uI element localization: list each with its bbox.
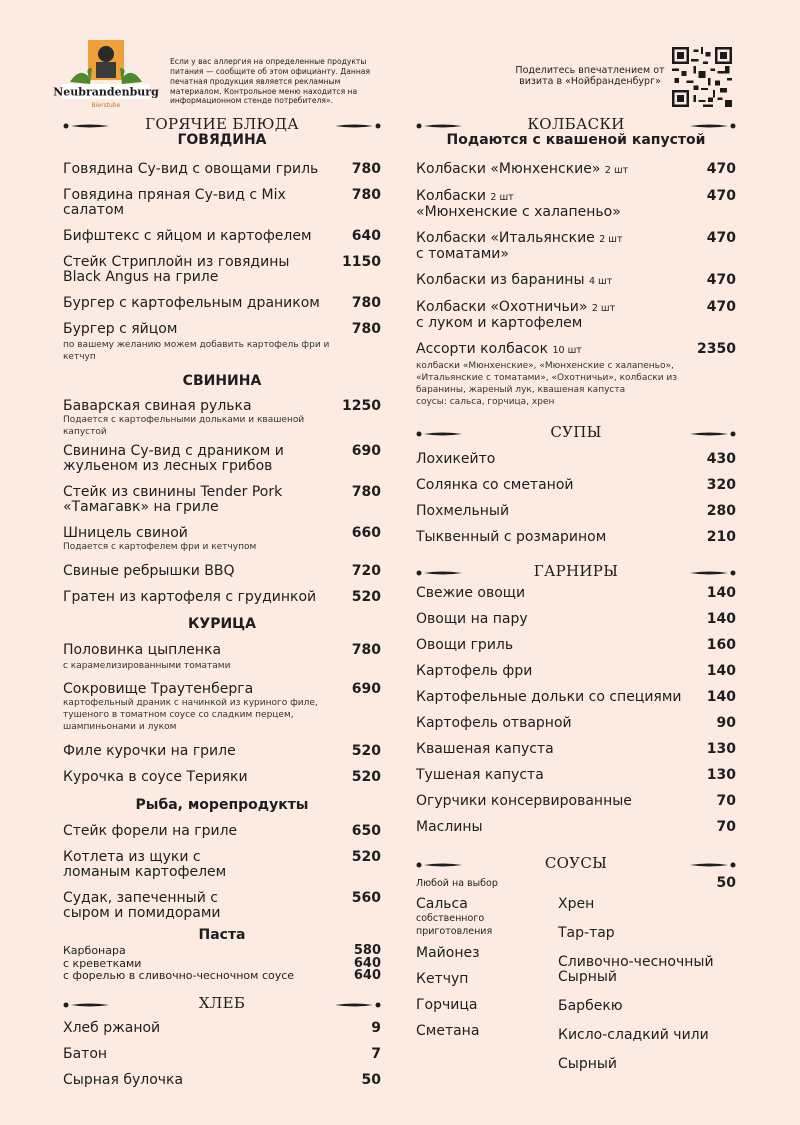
item-name: Гратен из картофеля с грудинкой bbox=[63, 589, 317, 605]
item-price: 520 bbox=[351, 743, 381, 759]
item-name: Тушеная капуста bbox=[416, 767, 544, 783]
menu-item bbox=[63, 744, 381, 759]
item-price: 140 bbox=[706, 611, 736, 627]
sauces-col-right bbox=[558, 897, 733, 1072]
section-title-bread: ХЛЕБ bbox=[198, 993, 246, 1012]
left-column bbox=[63, 112, 381, 1088]
item-price: 140 bbox=[706, 689, 736, 705]
menu-item bbox=[63, 590, 381, 605]
sauce-name: Майонез bbox=[416, 945, 480, 961]
item-name: Картофельные дольки со специями bbox=[416, 689, 682, 705]
ornament-right-icon bbox=[688, 431, 736, 437]
sausages-subtitle: Подаются с квашеной капустой bbox=[446, 132, 706, 148]
menu-item bbox=[416, 231, 736, 262]
item-price: 520 bbox=[351, 849, 381, 865]
sauce-item bbox=[416, 972, 558, 987]
item-qty: 2 шт bbox=[599, 234, 623, 245]
brand-logo bbox=[53, 38, 159, 110]
menu-item bbox=[63, 399, 381, 438]
item-name: Бургер с яйцом bbox=[63, 321, 178, 337]
item-name: Стейк Стриплойн из говядины Black Angus на гриле bbox=[63, 254, 290, 285]
subsection-fish: Рыба, морепродукты bbox=[135, 797, 309, 813]
item-name: Колбаски «Охотничьи» bbox=[416, 299, 588, 315]
item-name: Котлета из щуки с ломаным картофелем bbox=[63, 849, 227, 880]
item-name: Шницель свиной bbox=[63, 525, 188, 541]
menu-item bbox=[63, 682, 381, 733]
menu-item bbox=[63, 296, 381, 311]
subsection-pork: СВИНИНА bbox=[182, 373, 262, 389]
item-name: Баварская свиная рулька bbox=[63, 398, 252, 414]
sauce-item bbox=[558, 1028, 733, 1043]
menu-item bbox=[63, 945, 381, 958]
section-title-sides: ГАРНИРЫ bbox=[533, 562, 619, 580]
sauce-item bbox=[416, 897, 558, 938]
menu-item bbox=[63, 444, 381, 474]
subsection-chicken: КУРИЦА bbox=[187, 616, 257, 632]
item-name: Картофель отварной bbox=[416, 715, 572, 731]
item-name: Курочка в соусе Терияки bbox=[63, 769, 248, 785]
menu-item bbox=[416, 768, 736, 783]
menu-item bbox=[63, 162, 381, 177]
section-header-sausages bbox=[416, 112, 736, 136]
menu-item bbox=[63, 970, 381, 983]
menu-item bbox=[63, 850, 381, 880]
menu-item-price-row bbox=[63, 188, 381, 218]
menu-item bbox=[63, 891, 381, 921]
item-name: Овощи на пару bbox=[416, 611, 528, 627]
sauce-name: Горчица bbox=[416, 997, 478, 1013]
menu-item bbox=[63, 229, 381, 244]
item-qty: 2 шт bbox=[591, 303, 616, 314]
menu-item bbox=[416, 478, 736, 493]
item-name: Стейк форели на гриле bbox=[63, 823, 238, 839]
item-price: 320 bbox=[706, 477, 736, 493]
section-header-soups bbox=[416, 420, 736, 444]
item-qty: 2 шт bbox=[604, 165, 629, 176]
item-price: 780 bbox=[351, 295, 381, 311]
item-name-line2: «Мюнхенские с халапеньо» bbox=[416, 204, 621, 220]
menu-item bbox=[416, 342, 736, 408]
item-price: 1250 bbox=[342, 398, 381, 414]
item-price: 780 bbox=[351, 642, 381, 658]
item-name: Говядина пряная Су-вид с Mix салатом bbox=[63, 187, 286, 218]
right-column bbox=[416, 112, 736, 1072]
item-name: Тыквенный с розмарином bbox=[416, 529, 607, 545]
item-name: Говядина Су-вид с овощами гриль bbox=[63, 161, 319, 177]
section-title-sausages: КОЛБАСКИ bbox=[527, 115, 625, 133]
subsection-beef: ГОВЯДИНА bbox=[177, 132, 267, 148]
item-price: 430 bbox=[706, 451, 736, 467]
item-name: Огурчики консервированные bbox=[416, 793, 632, 809]
item-price: 650 bbox=[351, 823, 381, 839]
sauce-name: Сметана bbox=[416, 1023, 480, 1039]
logo-text: Neubrandenburg bbox=[53, 85, 159, 99]
menu-item bbox=[416, 690, 736, 705]
item-name: Половинка цыпленка bbox=[63, 642, 222, 658]
item-price: 690 bbox=[351, 681, 381, 697]
menu-item bbox=[63, 564, 381, 579]
menu-item bbox=[63, 322, 381, 363]
menu-item bbox=[63, 1073, 381, 1088]
item-name: Хлеб ржаной bbox=[63, 1019, 161, 1036]
item-name: Свинина Су-вид с драником и жульеном из лесных грибов bbox=[63, 443, 284, 474]
ornament-right-icon bbox=[688, 123, 736, 129]
menu-item bbox=[416, 162, 736, 178]
item-name: с креветками bbox=[63, 956, 142, 970]
menu-item bbox=[416, 586, 736, 601]
item-qty: 4 шт bbox=[588, 276, 613, 287]
menu-item bbox=[63, 643, 381, 672]
item-price: 780 bbox=[351, 321, 381, 337]
item-price: 90 bbox=[716, 715, 736, 731]
menu-item bbox=[63, 255, 381, 285]
item-price: 280 bbox=[706, 503, 736, 519]
item-name: Судак, запеченный с сыром и помидорами bbox=[63, 890, 221, 921]
item-name: Свежие овощи bbox=[416, 585, 526, 601]
item-price: 7 bbox=[371, 1045, 381, 1062]
menu-item bbox=[416, 716, 736, 731]
sauces-price: 50 bbox=[716, 875, 736, 891]
sauce-name: Кисло-сладкий чили bbox=[558, 1027, 709, 1043]
section-title-soups: СУПЫ bbox=[550, 423, 602, 441]
item-price: 140 bbox=[706, 663, 736, 679]
sauce-name: Сырный bbox=[558, 1056, 618, 1072]
section-header-hot bbox=[63, 112, 381, 136]
allergy-note: Если у вас аллергия на определенные продукты питания — сообщите об этом официанту. Данная печатная продукция является рекламным материалом. Контрольное меню находится на информационном стенде потребителя». bbox=[170, 57, 371, 106]
item-note: по вашему желанию можем добавить картофель фри и кетчуп bbox=[63, 340, 330, 362]
menu-item bbox=[416, 189, 736, 220]
menu-item bbox=[416, 638, 736, 653]
item-note: с карамелизированными томатами bbox=[63, 661, 231, 671]
item-note: колбаски «Мюнхенские», «Мюнхенские с халапеньо», «Итальянские с томатами», «Охотничьи», колбаски из баранины, жареный лук, квашеная капуста bbox=[416, 361, 678, 395]
item-price: 470 bbox=[706, 188, 736, 204]
item-name: Сырная булочка bbox=[63, 1071, 184, 1088]
menu-item bbox=[416, 612, 736, 627]
item-name: Стейк из свинины Tender Pork «Тамагавк» на гриле bbox=[63, 484, 283, 515]
sides-list bbox=[416, 586, 736, 835]
item-price: 160 bbox=[706, 637, 736, 653]
sauces-col-left bbox=[416, 897, 558, 1072]
item-price: 780 bbox=[351, 484, 381, 500]
item-name-line2: с луком и картофелем bbox=[416, 315, 583, 331]
item-price: 50 bbox=[361, 1071, 381, 1088]
item-price: 1150 bbox=[342, 254, 381, 270]
section-title-sauces: СОУСЫ bbox=[544, 854, 608, 872]
pasta-list bbox=[63, 945, 381, 983]
item-name: Колбаски из баранины bbox=[416, 272, 585, 288]
logo-sub: Bierstube bbox=[91, 102, 121, 109]
item-note: картофельный драник с начинкой из куриного филе, тушеного в томатном соусе со сладким перцем, шампиньонами и луком bbox=[63, 698, 318, 732]
item-price: 720 bbox=[351, 563, 381, 579]
item-name: Похмельный bbox=[416, 503, 510, 519]
sauces-choice-note: Любой на выбор bbox=[416, 878, 498, 889]
item-name: Батон bbox=[63, 1045, 108, 1062]
item-name: Колбаски «Итальянские bbox=[416, 230, 595, 246]
item-price: 520 bbox=[351, 769, 381, 785]
item-name: Картофель фри bbox=[416, 663, 533, 679]
sauce-name: Барбекю bbox=[558, 998, 623, 1014]
item-name: Свиные ребрышки BBQ bbox=[63, 563, 235, 579]
item-price: 70 bbox=[716, 819, 736, 835]
menu-item bbox=[416, 273, 736, 289]
menu-item bbox=[63, 526, 381, 553]
qr-code[interactable] bbox=[672, 47, 732, 107]
menu-item bbox=[63, 485, 381, 515]
item-price: 70 bbox=[716, 793, 736, 809]
sauce-note: собственного приготовления bbox=[416, 913, 493, 937]
item-name: Колбаски bbox=[416, 188, 486, 204]
item-price: 640 bbox=[353, 955, 381, 971]
item-name-line2: с томатами» bbox=[416, 246, 509, 262]
item-price: 470 bbox=[706, 230, 736, 246]
sauce-name: Сальса bbox=[416, 896, 468, 912]
sauce-item bbox=[558, 897, 733, 912]
item-price: 130 bbox=[706, 741, 736, 757]
ornament-right-icon bbox=[333, 123, 381, 129]
sauce-item bbox=[416, 1024, 558, 1039]
ornament-right-icon bbox=[688, 570, 736, 576]
ornament-right-icon bbox=[688, 862, 736, 868]
section-header-sides bbox=[416, 559, 736, 583]
sauce-item bbox=[558, 999, 733, 1014]
menu-item bbox=[416, 504, 736, 519]
sauce-name: Кетчуп bbox=[416, 971, 469, 987]
menu-item bbox=[416, 452, 736, 467]
item-price: 560 bbox=[351, 890, 381, 906]
item-name: Колбаски «Мюнхенские» bbox=[416, 161, 601, 177]
share-text: Поделитесь впечатлением от визита в «Нойбранденбург» bbox=[515, 65, 665, 88]
item-price: 780 bbox=[351, 161, 381, 177]
menu-item bbox=[63, 1021, 381, 1036]
item-price: 130 bbox=[706, 767, 736, 783]
item-price: 470 bbox=[706, 299, 736, 315]
item-name: Овощи гриль bbox=[416, 637, 514, 653]
item-price: 210 bbox=[706, 529, 736, 545]
item-name: Карбонара bbox=[63, 944, 126, 957]
item-price: 9 bbox=[371, 1019, 381, 1036]
item-price: 2350 bbox=[697, 341, 736, 357]
menu-item bbox=[416, 664, 736, 679]
item-price: 140 bbox=[706, 585, 736, 601]
sauce-name: Сливочно-чесночный Сырный bbox=[558, 954, 714, 985]
item-name: Ассорти колбасок bbox=[416, 341, 549, 357]
item-name: с форелью в сливочно-чесночном соусе bbox=[63, 969, 295, 982]
item-price: 640 bbox=[351, 228, 381, 244]
item-qty: 2 шт bbox=[490, 192, 514, 203]
item-note: Подается с картофельными дольками и квашеной капустой bbox=[63, 415, 305, 437]
menu-item bbox=[416, 794, 736, 809]
item-name: Лохикейто bbox=[416, 451, 496, 467]
item-price: 580 bbox=[353, 943, 381, 958]
section-header-sauces bbox=[416, 851, 736, 875]
menu-item bbox=[63, 770, 381, 785]
item-name: Бифштекс с яйцом и картофелем bbox=[63, 228, 312, 244]
subsection-pasta: Паста bbox=[198, 927, 246, 943]
item-price: 690 bbox=[351, 443, 381, 459]
menu-item bbox=[416, 820, 736, 835]
item-qty: 10 шт bbox=[552, 345, 582, 356]
item-name: Сокровище Траутенберга bbox=[63, 681, 254, 697]
menu-item bbox=[416, 300, 736, 331]
sauces-choice-row bbox=[416, 875, 736, 893]
sauce-item bbox=[558, 955, 728, 985]
menu-item bbox=[63, 824, 381, 839]
item-name: Квашеная капуста bbox=[416, 741, 554, 757]
item-price: 520 bbox=[351, 589, 381, 605]
sauce-name: Тар-тар bbox=[558, 925, 615, 941]
sauce-item bbox=[558, 1057, 733, 1072]
menu-item bbox=[63, 1047, 381, 1062]
sauce-item bbox=[558, 926, 733, 941]
item-name: Маслины bbox=[416, 819, 483, 835]
sauce-item bbox=[416, 998, 558, 1013]
item-name: Солянка со сметаной bbox=[416, 477, 574, 493]
item-price: 660 bbox=[351, 525, 381, 541]
item-name: Бургер с картофельным драником bbox=[63, 295, 320, 311]
item-price: 780 bbox=[351, 187, 381, 203]
item-price: 470 bbox=[706, 161, 736, 177]
ornament-right-icon bbox=[333, 1002, 381, 1008]
item-note: соусы: сальса, горчица, хрен bbox=[416, 397, 555, 407]
sauces-list bbox=[416, 897, 736, 1072]
item-price: 470 bbox=[706, 272, 736, 288]
item-note: Подается с картофелем фри и кетчупом bbox=[63, 542, 257, 552]
section-header-bread bbox=[63, 991, 381, 1015]
item-name: Филе курочки на гриле bbox=[63, 743, 236, 759]
section-title-hot: ГОРЯЧИЕ БЛЮДА bbox=[145, 115, 299, 133]
sauce-name: Хрен bbox=[558, 896, 595, 912]
menu-item bbox=[416, 742, 736, 757]
menu-item bbox=[416, 530, 736, 545]
sauce-item bbox=[416, 946, 558, 961]
item-price: 640 bbox=[353, 968, 381, 983]
